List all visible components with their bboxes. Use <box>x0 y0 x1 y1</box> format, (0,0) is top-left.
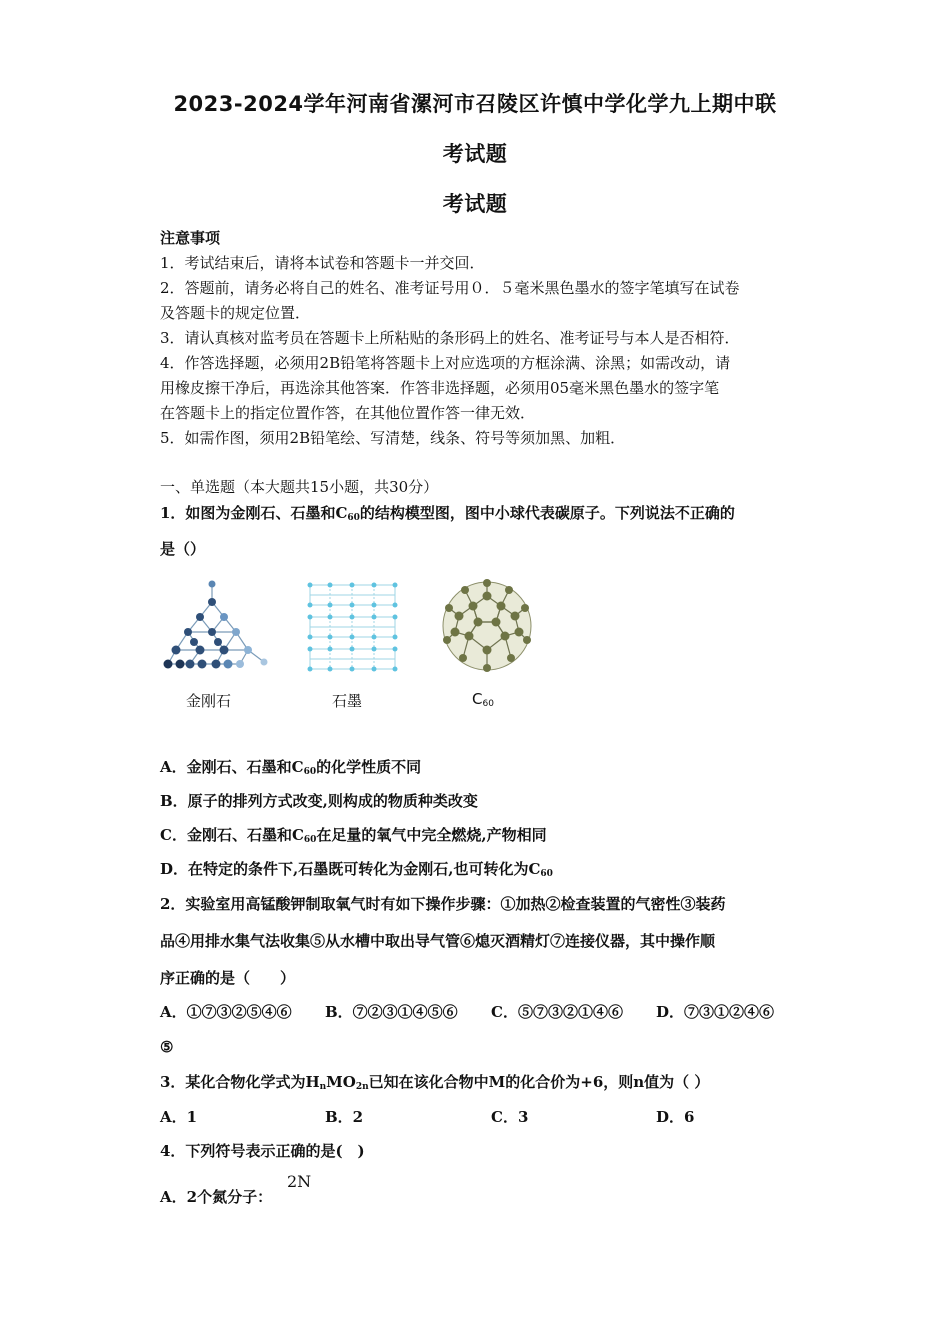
c60-structure-image <box>435 574 545 679</box>
carbon-structures-figure <box>160 572 560 722</box>
q3-option-b[interactable]: B．2 <box>325 1108 364 1126</box>
notice-line: 3．请认真核对监考员在答题卡上所粘贴的条形码上的姓名、准考证号与本人是否相符． <box>160 329 740 347</box>
q4-stem: 4．下列符号表示正确的是( ) <box>160 1142 365 1160</box>
exam-title-line3: 考试题 <box>442 192 508 216</box>
q1-option-a[interactable]: A．金刚石、石墨和$C_{60}$的化学性质不同 <box>160 758 422 777</box>
exam-title-line2: 考试题 <box>442 142 508 166</box>
q2-stem-line1: 2．实验室用高锰酸钾制取氧气时有如下操作步骤：①加热②检查装置的气密性③装药 <box>160 895 726 913</box>
q1-option-c[interactable]: C．金刚石、石墨和$C_{60}$在足量的氧气中完全燃烧,产物相同 <box>160 826 547 845</box>
notice-line: 4．作答选择题，必须用2B铅笔将答题卡上对应选项的方框涂满、涂黑；如需改动，请 <box>160 354 731 372</box>
q2-option-d[interactable]: D．⑦③①②④⑥ <box>656 1003 775 1021</box>
c60-caption: $C_{60}$ <box>472 690 494 709</box>
q2-stem-line2: 品④用排水集气法收集⑤从水槽中取出导气管⑥熄灭酒精灯⑦连接仪器，其中操作顺 <box>160 932 716 950</box>
q4-option-a-formula: 2N <box>287 1172 312 1191</box>
notice-line: 及答题卡的规定位置． <box>160 304 311 322</box>
notice-heading: 注意事项 <box>160 229 221 247</box>
notice-line: 2．答题前，请务必将自己的姓名、准考证号用０．５毫米黑色墨水的签字笔填写在试卷 <box>160 279 740 297</box>
q1-stem-line2: 是（） <box>160 540 206 558</box>
notice-line: 1．考试结束后，请将本试卷和答题卡一并交回． <box>160 254 485 272</box>
q2-option-d-wrap: ⑤ <box>160 1038 174 1056</box>
section-heading: 一、单选题（本大题共15小题，共30分） <box>160 478 439 496</box>
q2-stem-line3: 序正确的是（ ） <box>160 969 296 987</box>
graphite-structure-image <box>300 577 405 677</box>
notice-line: 5．如需作图，须用2B铅笔绘、写清楚，线条、符号等须加黑、加粗． <box>160 429 626 447</box>
q3-option-a[interactable]: A．1 <box>160 1108 198 1126</box>
q1-stem: 1．如图为金刚石、石墨和$C_{60}$的结构模型图，图中小球代表碳原子。下列说法不正确的 <box>160 504 735 523</box>
exam-title-line1: 2023-2024学年河南省漯河市召陵区许慎中学化学九上期中联 <box>173 92 777 116</box>
q3-stem: 3．某化合物化学式为$H_nMO_{2n}$已知在该化合物中M的化合价为+6，则n值为（ ） <box>160 1073 710 1092</box>
q2-option-b[interactable]: B．⑦②③①④⑤⑥ <box>325 1003 458 1021</box>
q3-option-c[interactable]: C．3 <box>491 1108 529 1126</box>
diamond-structure-image <box>160 572 275 677</box>
notice-line: 用橡皮擦干净后，再选涂其他答案．作答非选择题，必须用05毫米黑色墨水的签字笔 <box>160 379 720 397</box>
q2-option-c[interactable]: C．⑤⑦③②①④⑥ <box>491 1003 623 1021</box>
q1-option-b[interactable]: B．原子的排列方式改变,则构成的物质种类改变 <box>160 792 478 810</box>
diamond-caption: 金刚石 <box>186 692 232 710</box>
q3-option-d[interactable]: D．6 <box>656 1108 695 1126</box>
q4-option-a[interactable]: A．2个氮分子： <box>160 1188 273 1206</box>
graphite-caption: 石墨 <box>332 692 363 710</box>
q2-option-a[interactable]: A．①⑦③②⑤④⑥ <box>160 1003 292 1021</box>
notice-line: 在答题卡上的指定位置作答，在其他位置作答一律无效． <box>160 404 536 422</box>
q1-option-d[interactable]: D．在特定的条件下,石墨既可转化为金刚石,也可转化为$C_{60}$ <box>160 860 553 879</box>
